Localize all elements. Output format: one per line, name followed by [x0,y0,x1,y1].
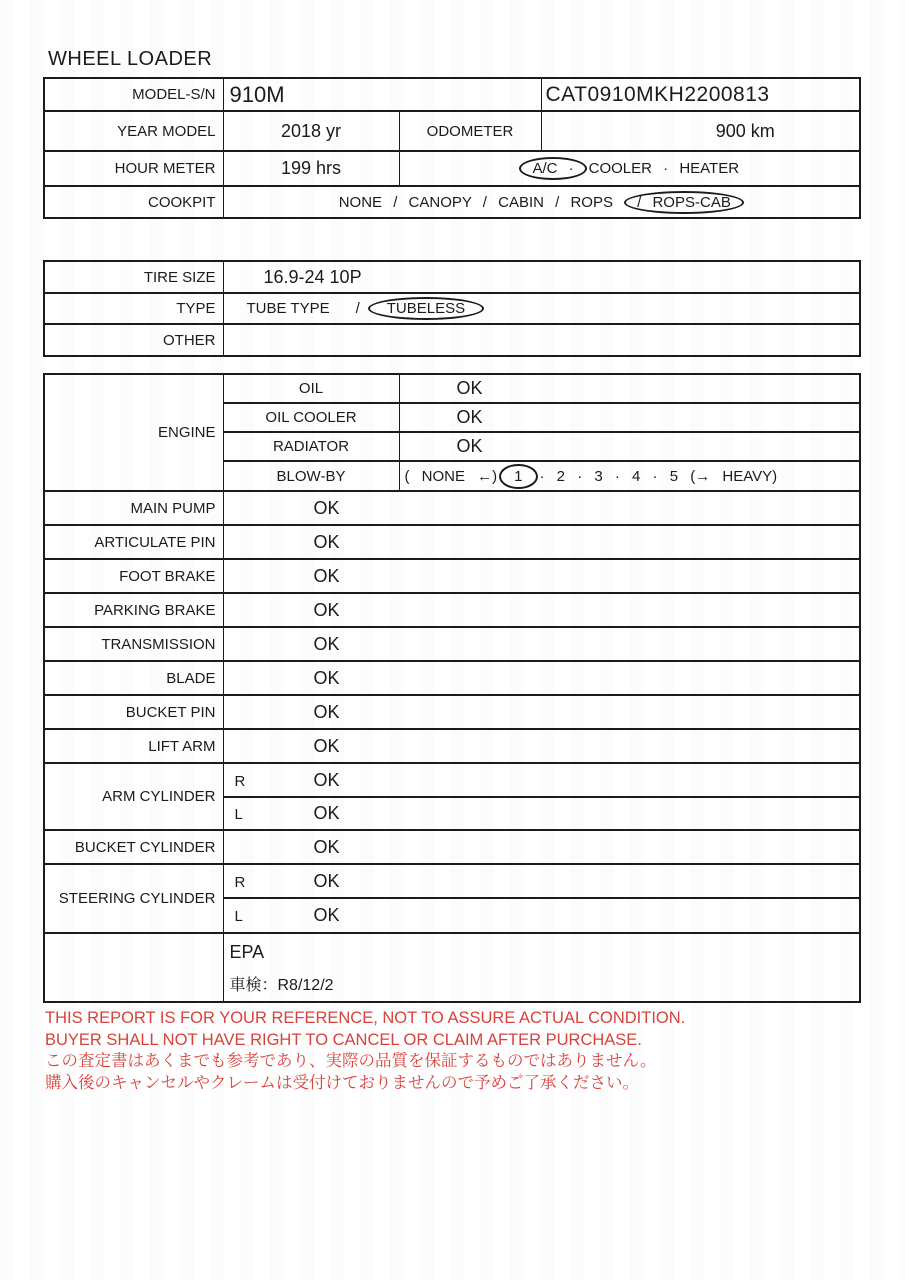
blow-by-scale-prefix: ( NONE ←) [404,467,498,485]
blow-by-scale-rest: · 2 · 3 · 4 · 5 (→ HEAVY) [539,467,778,485]
articulate-pin-label: ARTICULATE PIN [44,525,223,559]
lift-arm-label: LIFT ARM [44,729,223,763]
radiator-label: RADIATOR [223,432,399,461]
row-lift-arm [44,729,860,763]
cookpit-options [223,186,860,218]
row-parking-brake [44,593,860,627]
steering-cylinder-r-cell [223,864,860,898]
odometer-value: 900 km [541,111,860,151]
steering-cylinder-l-status: OK [313,905,340,925]
row-cookpit [44,186,860,218]
notes-epa: EPA [229,942,265,962]
arm-cylinder-l-status: OK [313,803,340,823]
disclaimer [45,1008,865,1094]
row-foot-brake [44,559,860,593]
row-tire-type [44,293,860,324]
tire-type-label: TYPE [44,293,223,324]
document-title: WHEEL LOADER [48,48,213,70]
model-sn-value: 910M [223,78,541,111]
foot-brake-label: FOOT BRAKE [44,559,223,593]
lift-arm-status: OK [223,729,860,763]
bucket-pin-status: OK [223,695,860,729]
steering-cylinder-label: STEERING CYLINDER [44,864,223,933]
row-blade [44,661,860,695]
radiator-status: OK [399,432,860,461]
arm-cylinder-label: ARM CYLINDER [44,763,223,830]
disclaimer-line-1: THIS REPORT IS FOR YOUR REFERENCE, NOT TO ASSURE ACTUAL CONDITION. [45,1009,686,1027]
climate-options [399,151,860,186]
foot-brake-status: OK [223,559,860,593]
blow-by-level-circled-annotation: 1 [499,464,537,489]
arm-cylinder-l-label: L [234,806,243,823]
transmission-status: OK [223,627,860,661]
steering-cylinder-l-cell [223,898,860,933]
blade-status: OK [223,661,860,695]
steering-cylinder-r-label: R [234,873,246,891]
tire-size-value: 16.9-24 10P [223,261,860,293]
articulate-pin-status: OK [223,525,860,559]
row-tire-size [44,261,860,293]
ac-circled-annotation: A/C · [519,157,586,180]
oil-cooler-label: OIL COOLER [223,403,399,432]
disclaimer-line-4: 購入後のキャンセルやクレームは受付けておりませんので予めご了承ください。 [45,1073,639,1092]
bucket-cylinder-label: BUCKET CYLINDER [44,830,223,864]
machine-info-table [43,77,861,219]
engine-label: ENGINE [44,374,223,491]
year-model-value: 2018 yr [223,111,399,151]
row-transmission [44,627,860,661]
row-engine-oil [44,374,860,403]
notes-shaken-date: 車検：R8/12/2 [229,977,334,994]
cookpit-label: COOKPIT [44,186,223,218]
year-model-label: YEAR MODEL [44,111,223,151]
row-steering-cylinder-r [44,864,860,898]
type-separator: / [355,300,360,317]
arm-cylinder-r-status: OK [313,769,340,790]
row-articulate-pin [44,525,860,559]
inspection-table [43,373,861,1003]
serial-number-value: CAT0910MKH2200813 [541,78,860,111]
row-other [44,324,860,356]
main-pump-label: MAIN PUMP [44,491,223,525]
other-label: OTHER [44,324,223,356]
row-arm-cylinder-r [44,763,860,797]
arm-cylinder-l-cell [223,797,860,830]
disclaimer-line-2: BUYER SHALL NOT HAVE RIGHT TO CANCEL OR CLAIM AFTER PURCHASE. [45,1030,642,1049]
blow-by-scale [399,461,860,491]
main-pump-status: OK [223,491,860,525]
blade-label: BLADE [44,661,223,695]
disclaimer-line-3: この査定書はあくまでも参考であり、実際の品質を保証するものではありません。 [45,1052,657,1070]
tube-type-option: TUBE TYPE [246,300,330,317]
model-sn-label: MODEL-S/N [44,78,223,111]
row-year-odometer [44,111,860,151]
tire-info-table [43,260,861,357]
odometer-label: ODOMETER [399,111,541,151]
steering-cylinder-r-status: OK [313,870,340,891]
blow-by-label: BLOW-BY [223,461,399,491]
notes-empty-label [44,933,223,1002]
other-value [223,324,860,356]
bucket-pin-label: BUCKET PIN [44,695,223,729]
arm-cylinder-r-label: R [234,772,246,790]
row-notes [44,933,860,1002]
steering-cylinder-l-label: L [234,908,243,925]
row-main-pump [44,491,860,525]
rops-cab-circled-annotation: / ROPS-CAB [624,191,744,214]
row-hour-climate [44,151,860,186]
row-bucket-cylinder [44,830,860,864]
parking-brake-label: PARKING BRAKE [44,593,223,627]
row-model-sn [44,78,860,111]
cookpit-options-plain: NONE / CANOPY / CABIN / ROPS [338,193,613,211]
tire-type-options [223,293,860,324]
arm-cylinder-r-cell [223,763,860,797]
transmission-label: TRANSMISSION [44,627,223,661]
engine-oil-label: OIL [223,374,399,403]
oil-cooler-status: OK [399,403,860,432]
parking-brake-status: OK [223,593,860,627]
engine-oil-status: OK [399,374,860,403]
climate-options-rest: COOLER · HEATER [588,160,740,177]
tubeless-circled-annotation: TUBELESS [368,297,484,320]
hour-meter-label: HOUR METER [44,151,223,186]
hour-meter-value: 199 hrs [223,151,399,186]
tire-size-label: TIRE SIZE [44,261,223,293]
row-bucket-pin [44,695,860,729]
notes-cell [223,933,860,1002]
bucket-cylinder-status: OK [223,830,860,864]
